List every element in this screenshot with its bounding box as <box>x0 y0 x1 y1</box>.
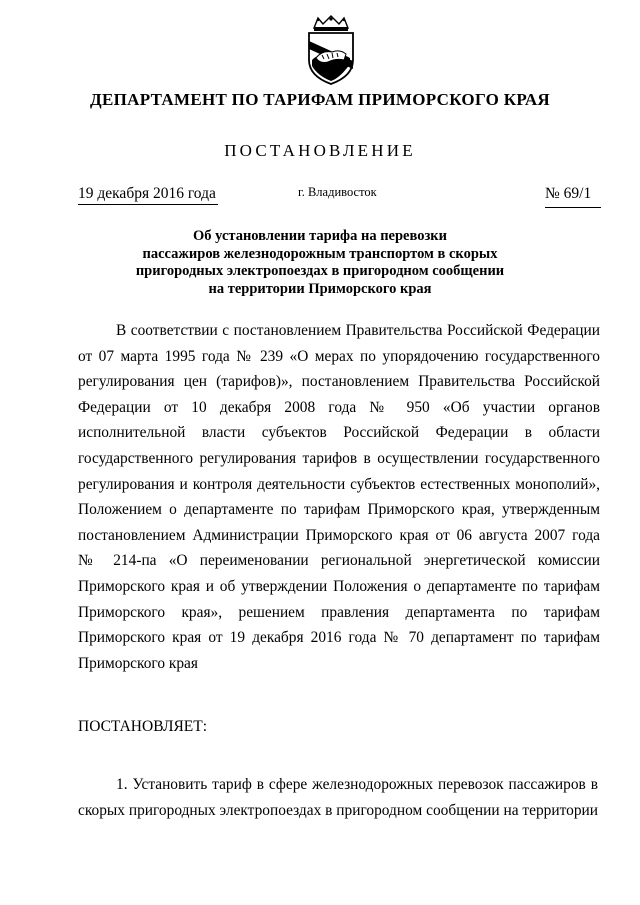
document-meta-row <box>0 185 640 209</box>
document-date: 19 декабря 2016 года <box>78 185 218 205</box>
subject-line: пригородных электропоездах в пригородном сообщении <box>135 263 505 279</box>
document-city: г. Владивосток <box>298 185 377 199</box>
decree-item-1 <box>78 772 598 824</box>
preamble-line: регулирования и контроля деятельности субъектов естественных монополий», <box>78 475 600 493</box>
subject-line: на территории Приморского края <box>208 280 432 297</box>
preamble-paragraph <box>78 318 600 676</box>
document-type-heading: ПОСТАНОВЛЕНИЕ <box>224 141 416 160</box>
document-subject <box>110 228 530 298</box>
coat-of-arms-icon <box>300 14 362 86</box>
document-number: № 69/1 <box>545 185 601 208</box>
preamble-line: Приморского края», решением правления департамента по тарифам <box>78 603 600 621</box>
subject-line: пассажиров железнодорожным транспортом в скорых <box>142 245 498 262</box>
item-line: 1. Установить тариф в сфере железнодорожных перевозок пассажиров в <box>116 776 598 793</box>
preamble-line: Федерации от 10 декабря 2008 года № 950 «Об участии органов <box>78 398 600 416</box>
preamble-line: В соответствии с постановлением Правительства Российской Федерации <box>116 322 600 339</box>
preamble-line: Положением о департаменте по тарифам Приморского края, утвержденным <box>78 501 600 519</box>
preamble-line: Приморского края и об утверждении Положения о департаменте по тарифам <box>78 577 600 595</box>
department-title: ДЕПАРТАМЕНТ ПО ТАРИФАМ ПРИМОРСКОГО КРАЯ <box>89 90 551 109</box>
preamble-line: государственного регулирования тарифов в осуществлении государственного <box>78 449 600 467</box>
decree-heading: ПОСТАНОВЛЯЕТ: <box>78 718 208 735</box>
preamble-line: исполнительной власти субъектов Российской Федерации в области <box>78 424 600 442</box>
preamble-line: постановлением Администрации Приморского края от 06 августа 2007 года <box>78 526 600 544</box>
preamble-line: Приморского края от 19 декабря 2016 года № 70 департамент по тарифам <box>78 629 600 647</box>
preamble-line: № 214-па «О переименовании региональной энергетической комиссии <box>78 552 600 570</box>
item-line: скорых пригородных электропоездах в пригородном сообщении на территории <box>78 802 598 819</box>
preamble-line: регулирования цен (тарифов)», постановлением Правительства Российской <box>78 373 600 391</box>
subject-line: Об установлении тарифа на перевозки <box>193 228 447 244</box>
preamble-line: Приморского края <box>78 654 198 672</box>
preamble-line: от 07 марта 1995 года № 239 «О мерах по упорядочению государственного <box>78 347 600 365</box>
